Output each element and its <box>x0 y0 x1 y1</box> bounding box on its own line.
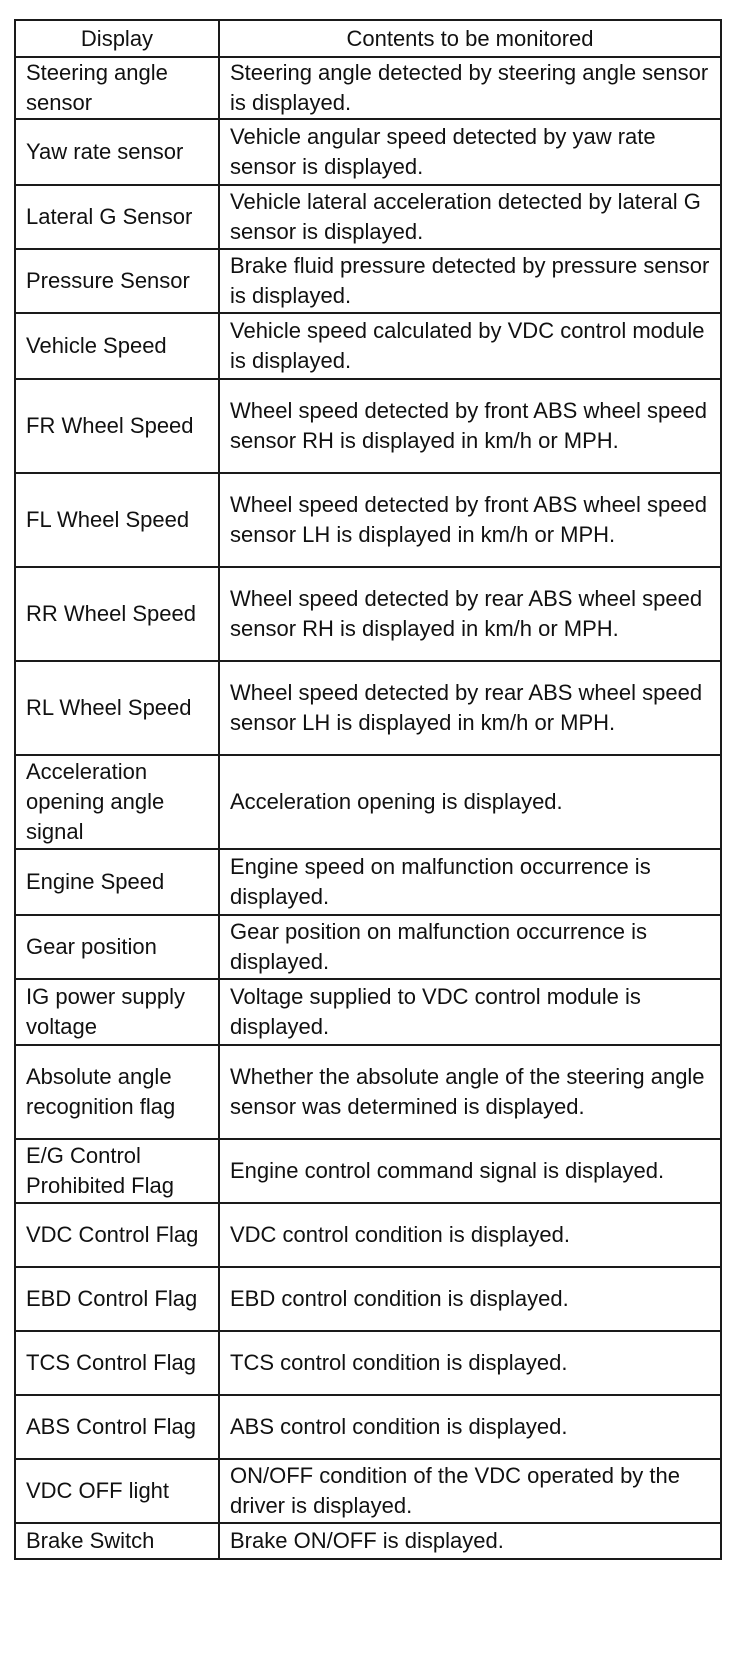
contents-cell: Gear position on malfunction occurrence is displayed. <box>219 915 721 979</box>
display-cell: RR Wheel Speed <box>15 567 219 661</box>
contents-cell: Wheel speed detected by rear ABS wheel speed sensor RH is displayed in km/h or MPH. <box>219 567 721 661</box>
contents-cell: ABS control condition is displayed. <box>219 1395 721 1459</box>
contents-cell: Vehicle lateral acceleration detected by lateral G sensor is displayed. <box>219 185 721 249</box>
table-row <box>15 379 721 473</box>
display-cell: Gear position <box>15 915 219 979</box>
display-cell: FR Wheel Speed <box>15 379 219 473</box>
display-cell: RL Wheel Speed <box>15 661 219 755</box>
display-cell: ABS Control Flag <box>15 1395 219 1459</box>
contents-cell: Engine control command signal is displayed. <box>219 1139 721 1203</box>
display-cell: Lateral G Sensor <box>15 185 219 249</box>
display-cell: VDC OFF light <box>15 1459 219 1523</box>
table-row <box>15 119 721 185</box>
display-cell: Acceleration opening angle signal <box>15 755 219 849</box>
table-row <box>15 849 721 915</box>
contents-cell: Steering angle detected by steering angle sensor is displayed. <box>219 57 721 119</box>
contents-cell: Engine speed on malfunction occurrence is displayed. <box>219 849 721 915</box>
display-cell: FL Wheel Speed <box>15 473 219 567</box>
contents-cell: Wheel speed detected by rear ABS wheel speed sensor LH is displayed in km/h or MPH. <box>219 661 721 755</box>
table-row <box>15 1203 721 1267</box>
display-cell: Brake Switch <box>15 1523 219 1559</box>
table-row <box>15 979 721 1045</box>
table-row <box>15 57 721 119</box>
table-row <box>15 249 721 313</box>
table-row <box>15 1331 721 1395</box>
contents-cell: Wheel speed detected by front ABS wheel speed sensor LH is displayed in km/h or MPH. <box>219 473 721 567</box>
display-cell: Yaw rate sensor <box>15 119 219 185</box>
contents-cell: Brake ON/OFF is displayed. <box>219 1523 721 1559</box>
table-header-row <box>15 20 721 57</box>
table-row <box>15 1267 721 1331</box>
contents-cell: Vehicle angular speed detected by yaw rate sensor is displayed. <box>219 119 721 185</box>
contents-cell: VDC control condition is displayed. <box>219 1203 721 1267</box>
contents-cell: Whether the absolute angle of the steering angle sensor was determined is displayed. <box>219 1045 721 1139</box>
display-cell: EBD Control Flag <box>15 1267 219 1331</box>
column-header-display: Display <box>15 20 219 57</box>
display-cell: TCS Control Flag <box>15 1331 219 1395</box>
contents-cell: Acceleration opening is displayed. <box>219 755 721 849</box>
table-row <box>15 313 721 379</box>
table-row <box>15 1139 721 1203</box>
display-cell: Pressure Sensor <box>15 249 219 313</box>
table-row <box>15 661 721 755</box>
table-row <box>15 1045 721 1139</box>
display-cell: Absolute angle recognition flag <box>15 1045 219 1139</box>
contents-cell: Voltage supplied to VDC control module is displayed. <box>219 979 721 1045</box>
table-row <box>15 473 721 567</box>
table-row <box>15 567 721 661</box>
table-row <box>15 755 721 849</box>
display-cell: Steering angle sensor <box>15 57 219 119</box>
contents-cell: ON/OFF condition of the VDC operated by the driver is displayed. <box>219 1459 721 1523</box>
display-cell: VDC Control Flag <box>15 1203 219 1267</box>
display-cell: IG power supply voltage <box>15 979 219 1045</box>
contents-cell: Vehicle speed calculated by VDC control module is displayed. <box>219 313 721 379</box>
table-row <box>15 1459 721 1523</box>
table-row <box>15 915 721 979</box>
display-cell: E/G Control Prohibited Flag <box>15 1139 219 1203</box>
contents-cell: Wheel speed detected by front ABS wheel speed sensor RH is displayed in km/h or MPH. <box>219 379 721 473</box>
contents-cell: TCS control condition is displayed. <box>219 1331 721 1395</box>
table-row <box>15 1523 721 1559</box>
display-cell: Vehicle Speed <box>15 313 219 379</box>
table-row <box>15 185 721 249</box>
column-header-contents: Contents to be monitored <box>219 20 721 57</box>
display-cell: Engine Speed <box>15 849 219 915</box>
contents-cell: Brake fluid pressure detected by pressure sensor is displayed. <box>219 249 721 313</box>
monitor-table <box>14 19 722 1560</box>
table-row <box>15 1395 721 1459</box>
contents-cell: EBD control condition is displayed. <box>219 1267 721 1331</box>
